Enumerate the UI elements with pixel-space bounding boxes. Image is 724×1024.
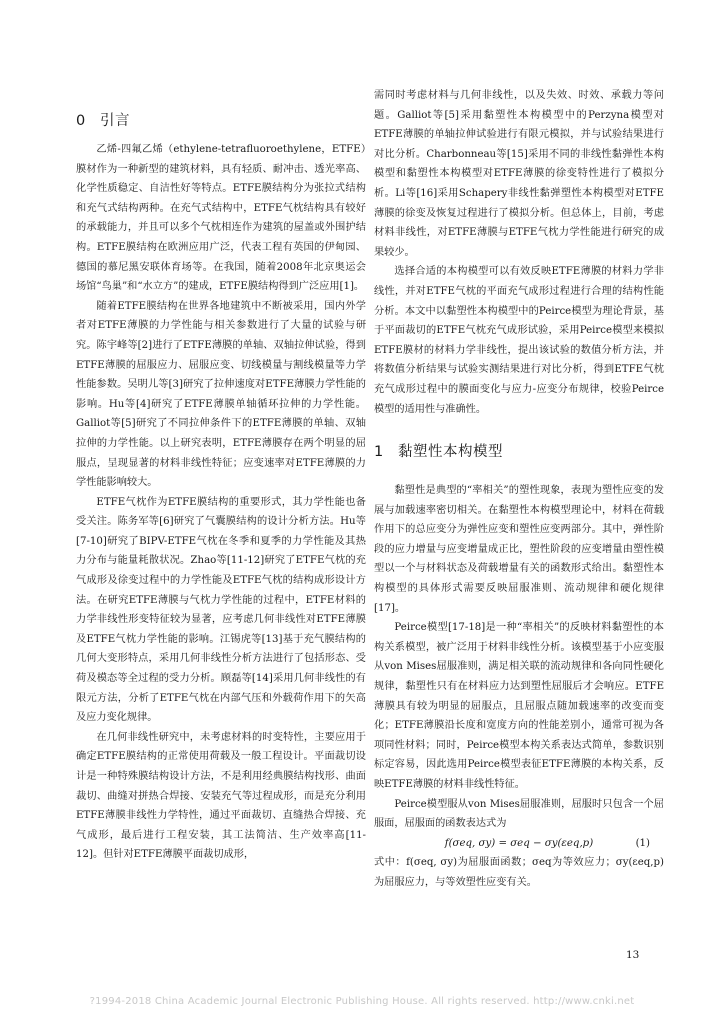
page-number: 13 [626, 949, 640, 961]
paragraph: 乙烯-四氟乙烯（ethylene-tetrafluoroethylene，ETFE）膜材作为一种新型的建筑材料，具有轻质、耐冲击、透光率高、化学性质稳定、自洁性好等特点。ETFE膜结构分为张拉式结构和充气式结构两种。在充气式结构中，ETFE气枕结构具有较好的承载能力，并且可以多个气枕相连作为建筑的屋盖或外围护结构。ETFE膜结构在欧洲应用广泛，代表工程有英国的伊甸园、德国的慕尼黑安联体育场等。在我国，随着2008年北京奥运会场馆“鸟巢”和“水立方”的建成，ETFE膜结构得到广泛应用[1]。 [76, 144, 366, 293]
equation-number: (1) [635, 837, 650, 849]
section-heading-introduction [76, 110, 366, 132]
paragraph: 选择合适的本构模型可以有效反映ETFE薄膜的材料力学非线性，并对ETFE气枕的平面充气成形过程进行合理的结构性能分析。本文中以黏塑性本构模型中的Peirce模型为理论背景，基于平面裁切的ETFE气枕充气成形试验，采用Peirce模型来模拟ETFE膜材的材料力学非线性，提出该试验的数值分析方法，并将数值分析结果与试验实测结果进行对比分析，得到ETFE气枕充气成形过程中的膜面变化与应力-应变分布规律，校验Peirce模型的适用性与准确性。 [374, 266, 664, 415]
equation [374, 834, 664, 854]
right-column [374, 86, 664, 893]
paragraph: 在几何非线性研究中，未考虑材料的时变特性，主要应用于确定ETFE膜结构的正常使用荷载及一般工程设计。平面裁切设计是一种特殊膜结构设计方法，不是利用经典膜结构找形、曲面裁切、曲缝对拼热合焊接、安装充气等过程成形，而是充分利用ETFE薄膜非线性力学特性，通过平面裁切、直缝热合焊接、充气成形，最后进行工程安装，其工法简洁、生产效率高[11-12]。但针对ETFE薄膜平面裁切成形， [76, 731, 366, 861]
left-column [76, 108, 366, 865]
paragraph: Peirce模型服从von Mises屈服准则，屈服时只包含一个屈服面，屈服面的函数表达式为 [374, 798, 664, 830]
paragraph: Peirce模型[17-18]是一种“率相关”的反映材料黏塑性的本构关系模型，被广泛用于材料非线性分析。该模型基于小应变服从von Mises屈服准则，满足相关联的流动规律和各向同性硬化规律，黏塑性只有在材料应力达到塑性屈服后才会响应。ETFE薄膜具有较为明显的屈服点，且屈服点随加载速率的改变而变化；ETFE薄膜沿长度和宽度方向的性能差别小，通常可视为各项同性材料；同时，Peirce模型本构关系表达式简单，参数识别标定容易，因此选用Peirce模型表征ETFE薄膜的本构关系，反映ETFE薄膜的材料非线性特征。 [374, 622, 664, 790]
section-number: 1 [374, 444, 384, 461]
section-title: 引言 [100, 113, 130, 129]
paragraph: ETFE气枕作为ETFE膜结构的重要形式，其力学性能也备受关注。陈务军等[6]研究了气囊膜结构的设计分析方法。Hu等[7-10]研究了BIPV-ETFE气枕在冬季和夏季的力学性能及其热力分布与能量耗散状况。Zhao等[11-12]研究了ETFE气枕的充气成形及徐变过程中的力学性能及ETFE气枕的结构成形设计方法。在研究ETFE薄膜与气枕力学性能的过程中，ETFE材料的力学非线性形变特征较为显著，应考虑几何非线性对ETFE薄膜及ETFE气枕力学性能的影响。江锡虎等[13]基于充气膜结构的几何大变形特点，采用几何非线性分析方法进行了包括形态、受荷及模态等全过程的受力分析。顾磊等[14]采用几何非线性的有限元方法，分析了ETFE气枕在内部气压和外载荷作用下的矢高及应力变化规律。 [76, 496, 366, 724]
equation-note: 式中：f(σeq, σy)为屈服面函数；σeq为等效应力；σy(εeq,p)为屈服应力，与等效塑性应变有关。 [374, 857, 664, 888]
section-title: 黏塑性本构模型 [398, 444, 503, 461]
paragraph: 黏塑性是典型的“率相关”的塑性现象，表现为塑性应变的发展与加载速率密切相关。在黏塑性本构模型理论中，材料在荷载作用下的总应变分为弹性应变和塑性应变两部分。其中，弹性阶段的应力增量与应变增量成正比，塑性阶段的应变增量由塑性模型以一个与材料状态及荷载增量有关的函数形式给出。黏塑性本构模型的具体形式需要反映屈服准则、流动规律和硬化规律[17]。 [374, 485, 664, 614]
paragraph: 需同时考虑材料与几何非线性，以及失效、时效、承载力等问题。Galliot等[5]采用黏塑性本构模型中的Perzyna模型对ETFE薄膜的单轴拉伸试验进行有限元模拟，并与试验结果进行对比分析。Charbonneau等[15]采用不同的非线性黏弹性本构模型和黏塑性本构模型对ETFE薄膜的徐变特性进行了模拟分析。Li等[16]采用Schapery非线性黏弹塑性本构模型对ETFE薄膜的徐变及恢复过程进行了模拟分析。但总体上，目前，考虑材料非线性，对ETFE薄膜与ETFE气枕力学性能进行研究的成果较少。 [374, 90, 664, 258]
paragraph: 随着ETFE膜结构在世界各地建筑中不断被采用，国内外学者对ETFE薄膜的力学性能与相关参数进行了大量的试验与研究。陈宇峰等[2]进行了ETFE薄膜的单轴、双轴拉伸试验，得到ETFE薄膜的屈服应力、屈服应变、切线模量与割线模量等力学性能参数。吴明儿等[3]研究了拉伸速度对ETFE薄膜力学性能的影响。Hu等[4]研究了ETFE薄膜单轴循环拉伸的力学性能。Galliot等[5]研究了不同拉伸条件下的ETFE薄膜的单轴、双轴拉伸的力学性能。以上研究表明，ETFE薄膜存在两个明显的屈服点，呈现显著的材料非线性特征；应变速率对ETFE薄膜的力学性能影响较大。 [76, 300, 366, 489]
section-heading-viscoplastic-model [374, 441, 664, 463]
copyright-footer: ?1994-2018 China Academic Journal Electronic Publishing House. All rights reserved. http://www.cnki.net [89, 996, 635, 1007]
section-number: 0 [76, 113, 86, 129]
equation-body: f(σeq, σy) = σeq − σy(εeq,p) [444, 837, 594, 849]
